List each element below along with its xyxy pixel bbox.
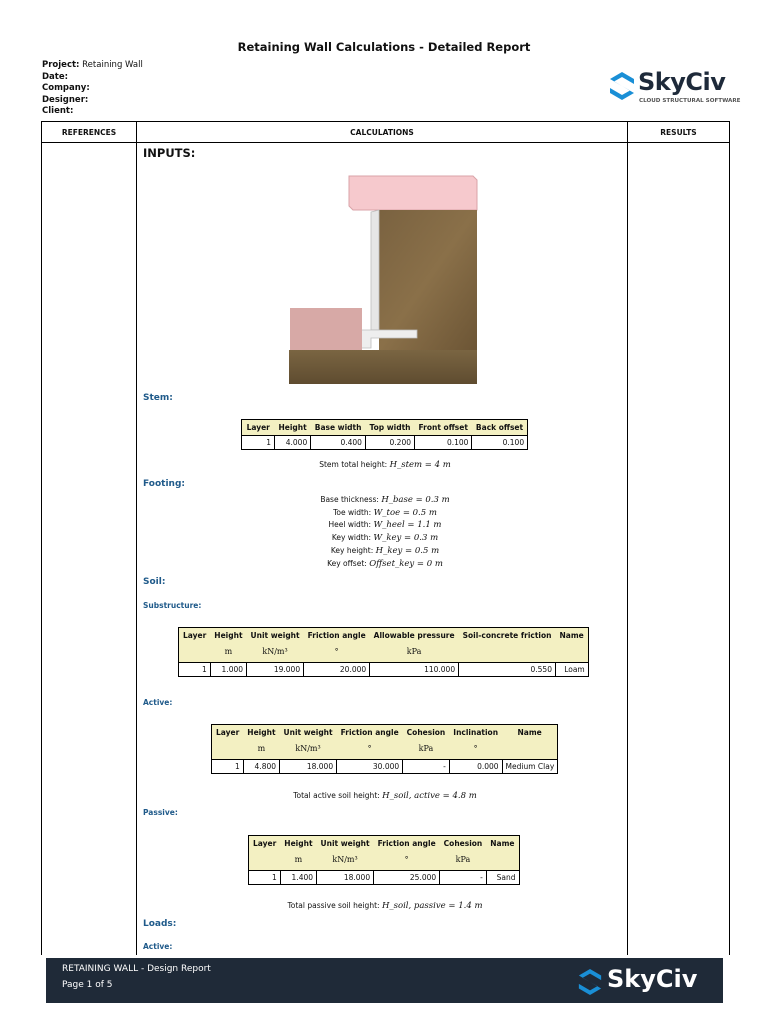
loads-heading: Loads: bbox=[143, 919, 177, 929]
retaining-wall-diagram bbox=[287, 172, 493, 386]
stem-heading: Stem: bbox=[143, 393, 173, 403]
report-title: Retaining Wall Calculations - Detailed Report bbox=[237, 40, 531, 54]
footing-line: Toe width: W_toe = 0.5 m bbox=[333, 508, 437, 518]
skyciv-footer-icon bbox=[577, 967, 603, 997]
passive-soil-table: Layer Height Unit weight Friction angle Cohesion Name m kN/m³ ° kPa 1 1.400 18.000 25.000 - Sand bbox=[248, 835, 520, 885]
table-row: 1 1.000 19.000 20.000 110.000 0.550 Loam bbox=[179, 663, 589, 677]
footing-line: Base thickness: H_base = 0.3 m bbox=[320, 495, 450, 505]
meta-date: Date: bbox=[42, 71, 69, 82]
substructure-table: Layer Height Unit weight Friction angle Allowable pressure Soil-concrete friction Name m kN/m³ ° kPa 1 1.000 19.000 20.000 110.000 0.550 Loam bbox=[178, 627, 589, 677]
meta-client: Client: bbox=[42, 106, 74, 116]
footer-logo: SkyCiv bbox=[577, 965, 707, 997]
footing-line: Heel width: W_heel = 1.1 m bbox=[328, 520, 442, 530]
meta-designer: Designer: bbox=[42, 94, 89, 105]
col-references: REFERENCES bbox=[42, 122, 136, 143]
table-row: 1 1.400 18.000 25.000 - Sand bbox=[249, 871, 520, 885]
page-footer bbox=[46, 958, 723, 1003]
substructure-heading: Substructure: bbox=[143, 601, 202, 610]
stem-total-height: Stem total height: H_stem = 4 m bbox=[319, 460, 451, 470]
footer-page-number: Page 1 of 5 bbox=[62, 980, 113, 990]
table-row: 1 4.800 18.000 30.000 - 0.000 Medium Clay bbox=[212, 760, 558, 774]
passive-total-height: Total passive soil height: H_soil, passive = 1.4 m bbox=[287, 901, 483, 911]
meta-company: Company: bbox=[42, 83, 90, 93]
soil-heading: Soil: bbox=[143, 577, 166, 587]
skyciv-logo: SkyCiv CLOUD STRUCTURAL SOFTWARE bbox=[608, 68, 728, 108]
footing-line: Key width: W_key = 0.3 m bbox=[331, 533, 439, 543]
passive-heading: Passive: bbox=[143, 808, 178, 817]
project-meta bbox=[42, 60, 143, 118]
table-row: 1 4.000 0.400 0.200 0.100 0.100 bbox=[242, 436, 528, 450]
stem-table: Layer Height Base width Top width Front offset Back offset 1 4.000 0.400 0.200 0.100 0.100 bbox=[241, 419, 528, 450]
loads-active-heading: Active: bbox=[143, 942, 173, 951]
footing-heading: Footing: bbox=[143, 479, 185, 489]
col-calculations: CALCULATIONS bbox=[137, 122, 627, 143]
footing-line: Key height: H_key = 0.5 m bbox=[330, 546, 440, 556]
col-results: RESULTS bbox=[628, 122, 729, 143]
skyciv-logo-icon bbox=[608, 71, 636, 101]
active-heading: Active: bbox=[143, 698, 173, 707]
active-total-height: Total active soil height: H_soil, active = 4.8 m bbox=[293, 791, 477, 801]
footing-line: Key offset: Offset_key = 0 m bbox=[327, 559, 443, 569]
active-soil-table: Layer Height Unit weight Friction angle Cohesion Inclination Name m kN/m³ ° kPa ° 1 4.800 18.000 30.000 - 0.000 Medium Clay bbox=[211, 724, 558, 774]
meta-project: Project: Retaining Wall bbox=[42, 60, 143, 70]
footer-report-name: RETAINING WALL - Design Report bbox=[62, 964, 211, 974]
inputs-heading: INPUTS: bbox=[143, 146, 196, 160]
